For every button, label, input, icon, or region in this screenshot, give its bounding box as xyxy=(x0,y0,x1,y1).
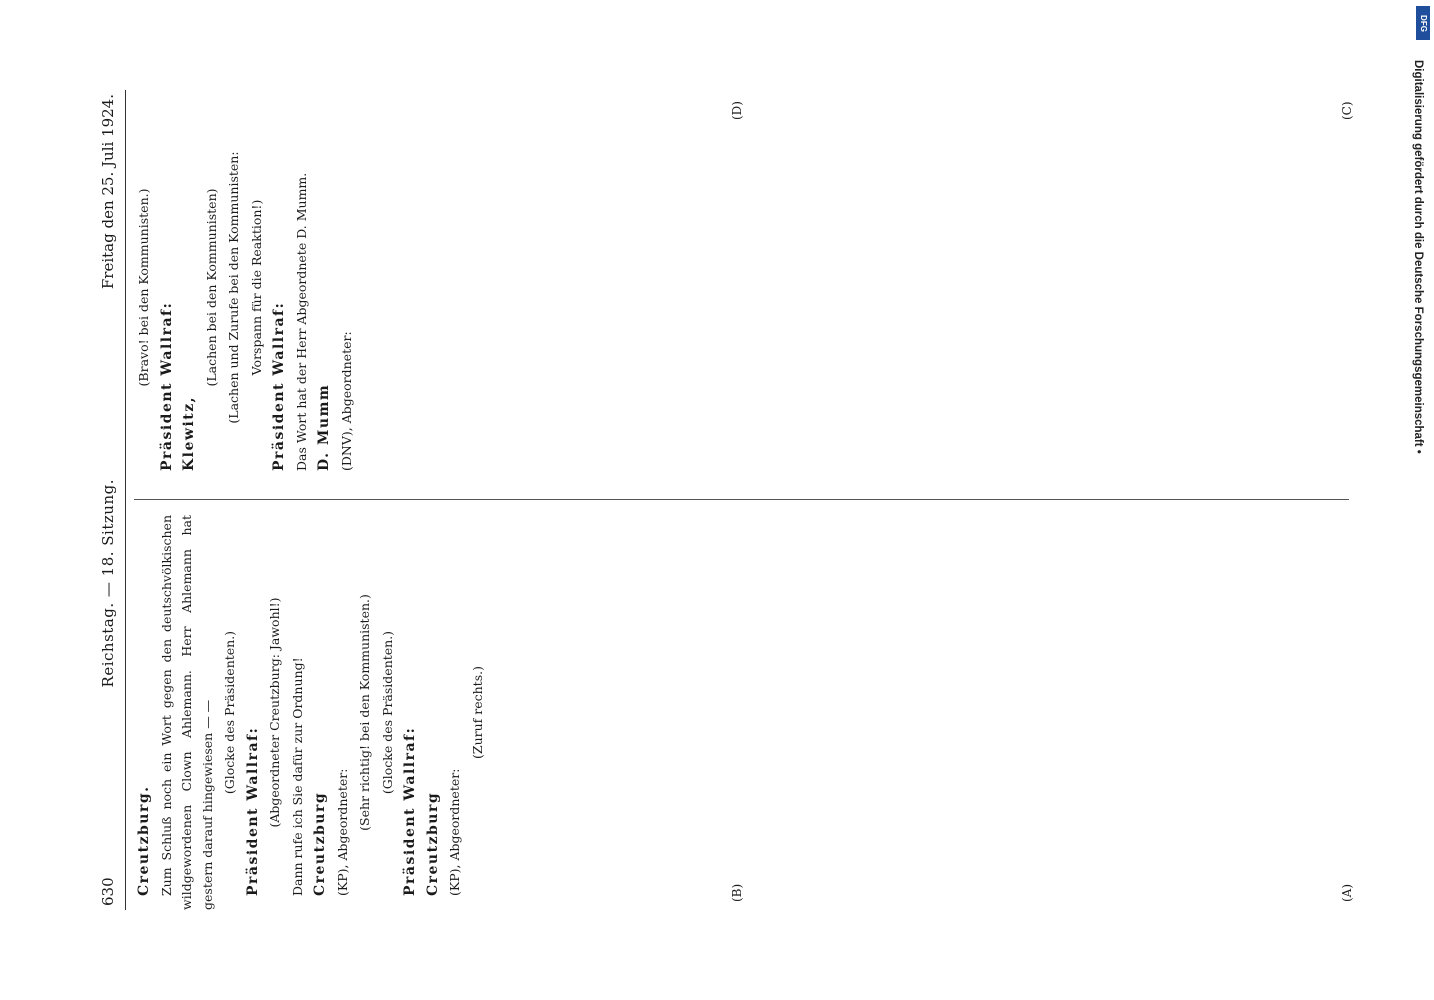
left-column xyxy=(134,515,1349,910)
speaker-name: Klewitz, xyxy=(181,395,197,471)
left-speaker-line xyxy=(243,515,264,910)
speaker-name: D. Mumm xyxy=(316,383,332,471)
margin-letter-d: (D) xyxy=(730,101,744,120)
margin-letter-b: (B) xyxy=(730,883,744,902)
right-paragraph: (DNV), Abgeordneter: xyxy=(338,331,354,471)
left-speaker-line xyxy=(134,515,155,910)
column-divider xyxy=(134,499,1349,500)
left-paragraph: Zum Schluß noch ein Wort gegen den deutschvölkischen wildgewordenen Clown Ahlemann. Herr Ahlemann hat gestern darauf hingewiesen — — xyxy=(158,515,215,910)
speaker-name: Präsident Wallraf: xyxy=(271,301,287,471)
page-title: Reichstag. — 18. Sitzung. xyxy=(98,479,117,688)
left-paragraph: (KP), Abgeordneter: xyxy=(447,768,462,896)
right-column xyxy=(134,90,1349,485)
left-speaker-line xyxy=(400,515,421,910)
speaker-name: Creutzburg xyxy=(312,791,328,896)
left-interjection: (Glocke des Präsidenten.) xyxy=(222,630,237,795)
session-date: Freitag den 25. Juli 1924. xyxy=(98,94,117,290)
left-speaker-line xyxy=(423,515,444,910)
left-interjection: (Glocke des Präsidenten.) xyxy=(379,630,395,795)
dfg-logo-text: DFG xyxy=(1418,14,1428,32)
page-header xyxy=(90,90,126,910)
margin-letter-c: (C) xyxy=(1340,101,1354,120)
left-interjection: (Zuruf rechts.) xyxy=(469,666,485,759)
speaker-name: Präsident Wallraf: xyxy=(402,726,418,896)
speaker-name: Creutzburg. xyxy=(136,785,152,896)
right-interjection: (Bravo! bei den Kommunisten.) xyxy=(136,188,151,387)
left-interjection: (Sehr richtig! bei den Kommunisten.) xyxy=(357,594,372,831)
speaker-name: Präsident Wallraf: xyxy=(244,726,261,896)
dfg-logo xyxy=(1416,6,1430,40)
right-speaker-line xyxy=(157,90,178,485)
left-paragraph: (KP), Abgeordneter: xyxy=(334,768,350,896)
speaker-name: Präsident Wallraf: xyxy=(158,301,175,471)
digitization-note-text: Digitalisierung gefördert durch die Deutsche Forschungsgemeinschaft • xyxy=(1412,60,1424,454)
left-speaker-line xyxy=(310,515,331,910)
text-columns xyxy=(134,90,1349,910)
speaker-name: Creutzburg xyxy=(424,791,441,896)
digitization-note xyxy=(1408,60,1428,940)
scanned-page xyxy=(90,90,1355,910)
right-interjection: (Lachen bei den Kommunisten) xyxy=(203,188,219,387)
right-speaker-line xyxy=(269,90,290,485)
right-interjection: (Lachen und Zurufe bei den Kommunisten: xyxy=(226,151,241,424)
margin-letter-a: (A) xyxy=(1340,883,1354,902)
right-speaker-line xyxy=(314,90,335,485)
left-paragraph: Dann rufe ich Sie dafür zur Ordnung! xyxy=(289,657,305,896)
right-interjection: Vorspann für die Reaktion!) xyxy=(248,199,264,376)
right-paragraph: Das Wort hat der Herr Abgeordnete D. Mumm. xyxy=(293,172,309,471)
page-number: 630 xyxy=(98,877,117,906)
left-interjection: (Abgeordneter Creutzburg: Jawohl!) xyxy=(267,597,282,828)
right-speaker-line xyxy=(179,90,200,485)
